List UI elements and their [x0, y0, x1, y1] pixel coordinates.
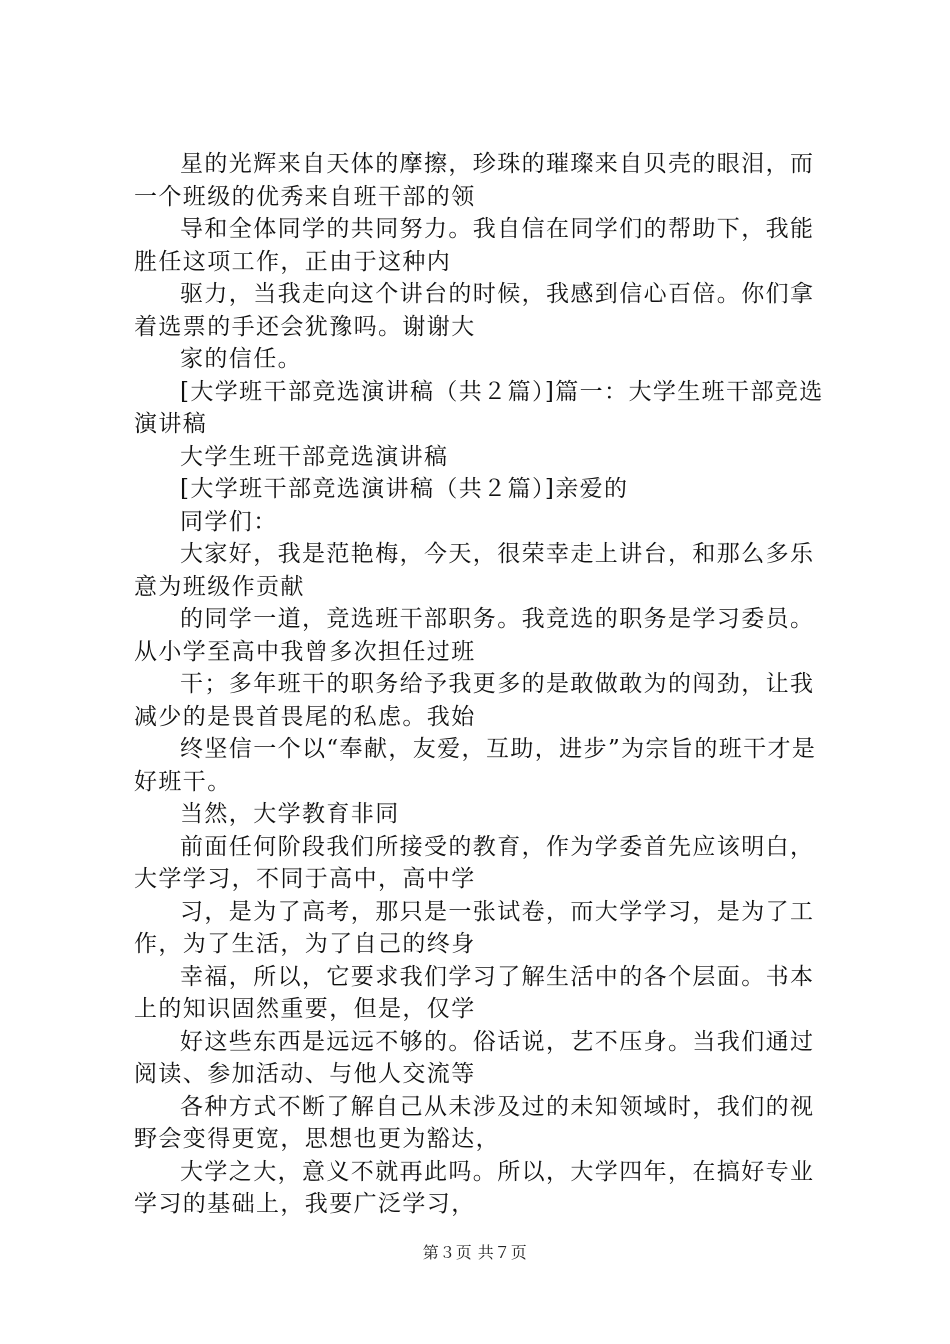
paragraph-5: [大学班干部竞选演讲稿（共２篇）]篇一：大学生班干部竞选演讲稿 [134, 378, 824, 437]
body-text [134, 148, 834, 1221]
paragraph-4: 家的信任。 [180, 346, 302, 372]
paragraph-9: 大家好，我是范艳梅，今天，很荣幸走上讲台，和那么多乐意为班级作贡献 [134, 541, 815, 600]
paragraph-19: 大学之大，意义不就再此吗。所以，大学四年，在搞好专业学习的基础上，我要广泛学习， [134, 1158, 815, 1217]
paragraph-12: 终坚信一个以“奉献，友爱，互助，进步”为宗旨的班干才是好班干。 [134, 736, 817, 795]
paragraph-10: 的同学一道，竞选班干部职务。我竞选的职务是学习委员。从小学至高中我曾多次担任过班 [134, 606, 815, 665]
paragraph-8: 同学们： [180, 508, 278, 535]
paragraph-14: 前面任何阶段我们所接受的教育，作为学委首先应该明白，大学学习，不同于高中，高中学 [134, 833, 815, 892]
paragraph-17: 好这些东西是远远不够的。俗话说，艺不压身。当我们通过阅读、参加活动、与他人交流等 [134, 1028, 815, 1087]
paragraph-16: 幸福，所以，它要求我们学习了解生活中的各个层面。书本上的知识固然重要，但是，仅学 [134, 963, 815, 1022]
paragraph-3: 驱力，当我走向这个讲台的时候，我感到信心百倍。你们拿着选票的手还会犹豫吗。谢谢大 [134, 281, 815, 340]
paragraph-6: 大学生班干部竞选演讲稿 [180, 443, 449, 470]
paragraph-15: 习，是为了高考，那只是一张试卷，而大学学习，是为了工作，为了生活，为了自己的终身 [134, 898, 815, 957]
paragraph-2: 导和全体同学的共同努力。我自信在同学们的帮助下，我能胜任这项工作，正由于这种内 [134, 216, 815, 275]
paragraph-18: 各种方式不断了解自己从未涉及过的未知领域时，我们的视野会变得更宽，思想也更为豁达， [134, 1093, 815, 1152]
page-footer [0, 1243, 950, 1263]
paragraph-1: 星的光辉来自天体的摩擦，珍珠的璀璨来自贝壳的眼泪，而一个班级的优秀来自班干部的领 [134, 151, 815, 210]
paragraph-7: [大学班干部竞选演讲稿（共２篇）]亲爱的 [180, 476, 629, 502]
paragraph-13: 当然，大学教育非同 [180, 801, 400, 827]
page-number: 第３页 共７页 [422, 1243, 528, 1262]
paragraph-11: 干；多年班干的职务给予我更多的是敢做敢为的闯劲，让我减少的是畏首畏尾的私虑。我始 [134, 671, 815, 730]
